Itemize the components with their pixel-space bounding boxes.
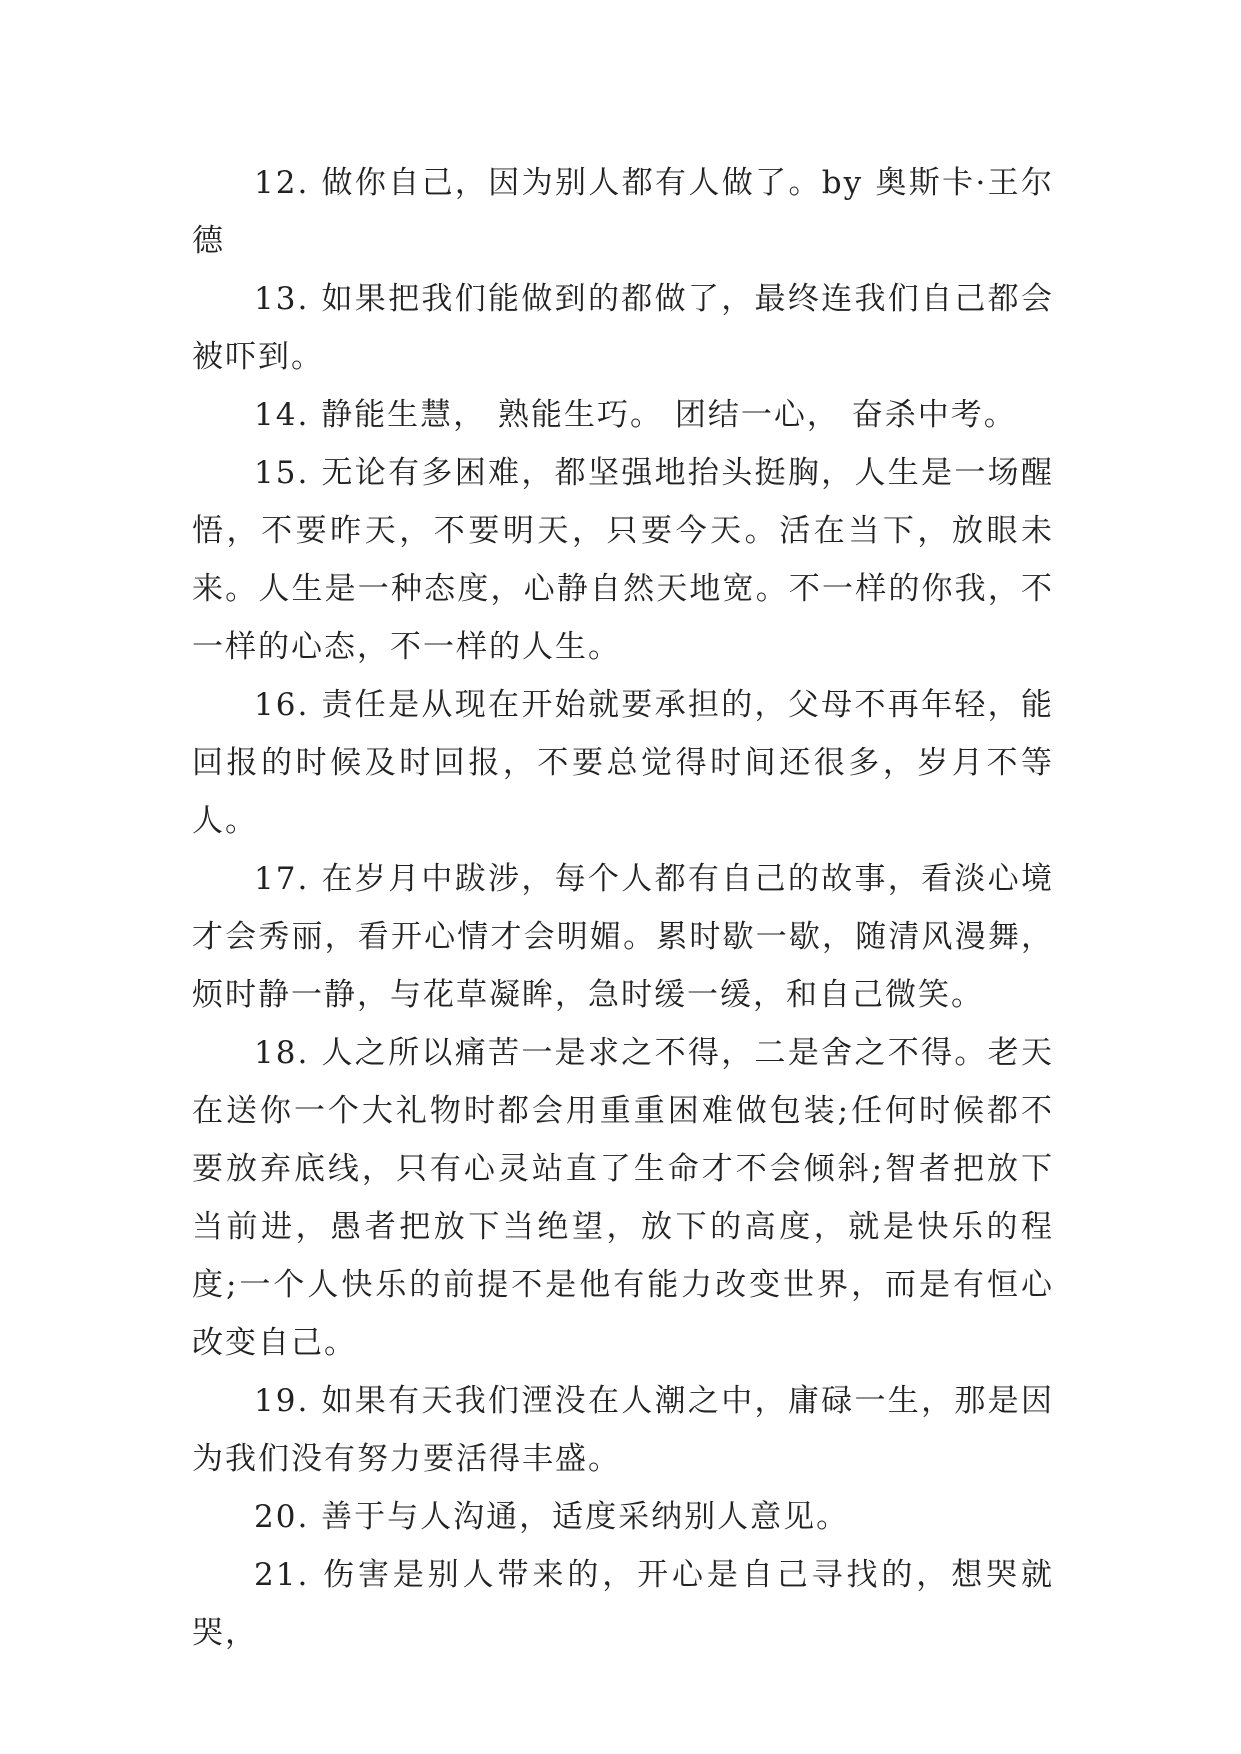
list-item-18: 18. 人之所以痛苦一是求之不得，二是舍之不得。老天在送你一个大礼物时都会用重重困难做包装;任何时候都不要放弃底线，只有心灵站直了生命才不会倾斜;智者把放下当前进，愚者把放下当绝望，放下的高度，就是快乐的程度;一个人快乐的前提不是他有能力改变世界，而是有恒心改变自己。 bbox=[192, 1035, 1054, 1361]
list-item-14: 14. 静能生慧， 熟能生巧。 团结一心， 奋杀中考。 bbox=[254, 397, 1017, 433]
list-item-19: 19. 如果有天我们湮没在人潮之中，庸碌一生，那是因为我们没有努力要活得丰盛。 bbox=[192, 1383, 1054, 1477]
list-item-12: 12. 做你自己，因为别人都有人做了。by 奥斯卡·王尔德 bbox=[192, 165, 1054, 259]
list-item-21: 21. 伤害是别人带来的，开心是自己寻找的，想哭就哭， bbox=[192, 1557, 1054, 1651]
list-item-17: 17. 在岁月中跋涉，每个人都有自己的故事，看淡心境才会秀丽，看开心情才会明媚。累时歇一歇，随清风漫舞，烦时静一静，与花草凝眸，急时缓一缓，和自己微笑。 bbox=[192, 861, 1054, 1013]
list-item-20: 20. 善于与人沟通，适度采纳别人意见。 bbox=[254, 1499, 850, 1535]
document-body bbox=[192, 154, 1054, 1662]
list-item-13: 13. 如果把我们能做到的都做了，最终连我们自己都会被吓到。 bbox=[192, 281, 1054, 375]
list-item-15: 15. 无论有多困难，都坚强地抬头挺胸，人生是一场醒悟，不要昨天，不要明天，只要今天。活在当下，放眼未来。人生是一种态度，心静自然天地宽。不一样的你我，不一样的心态，不一样的人生。 bbox=[192, 455, 1054, 665]
list-item-16: 16. 责任是从现在开始就要承担的，父母不再年轻，能回报的时候及时回报，不要总觉得时间还很多，岁月不等人。 bbox=[192, 687, 1054, 839]
